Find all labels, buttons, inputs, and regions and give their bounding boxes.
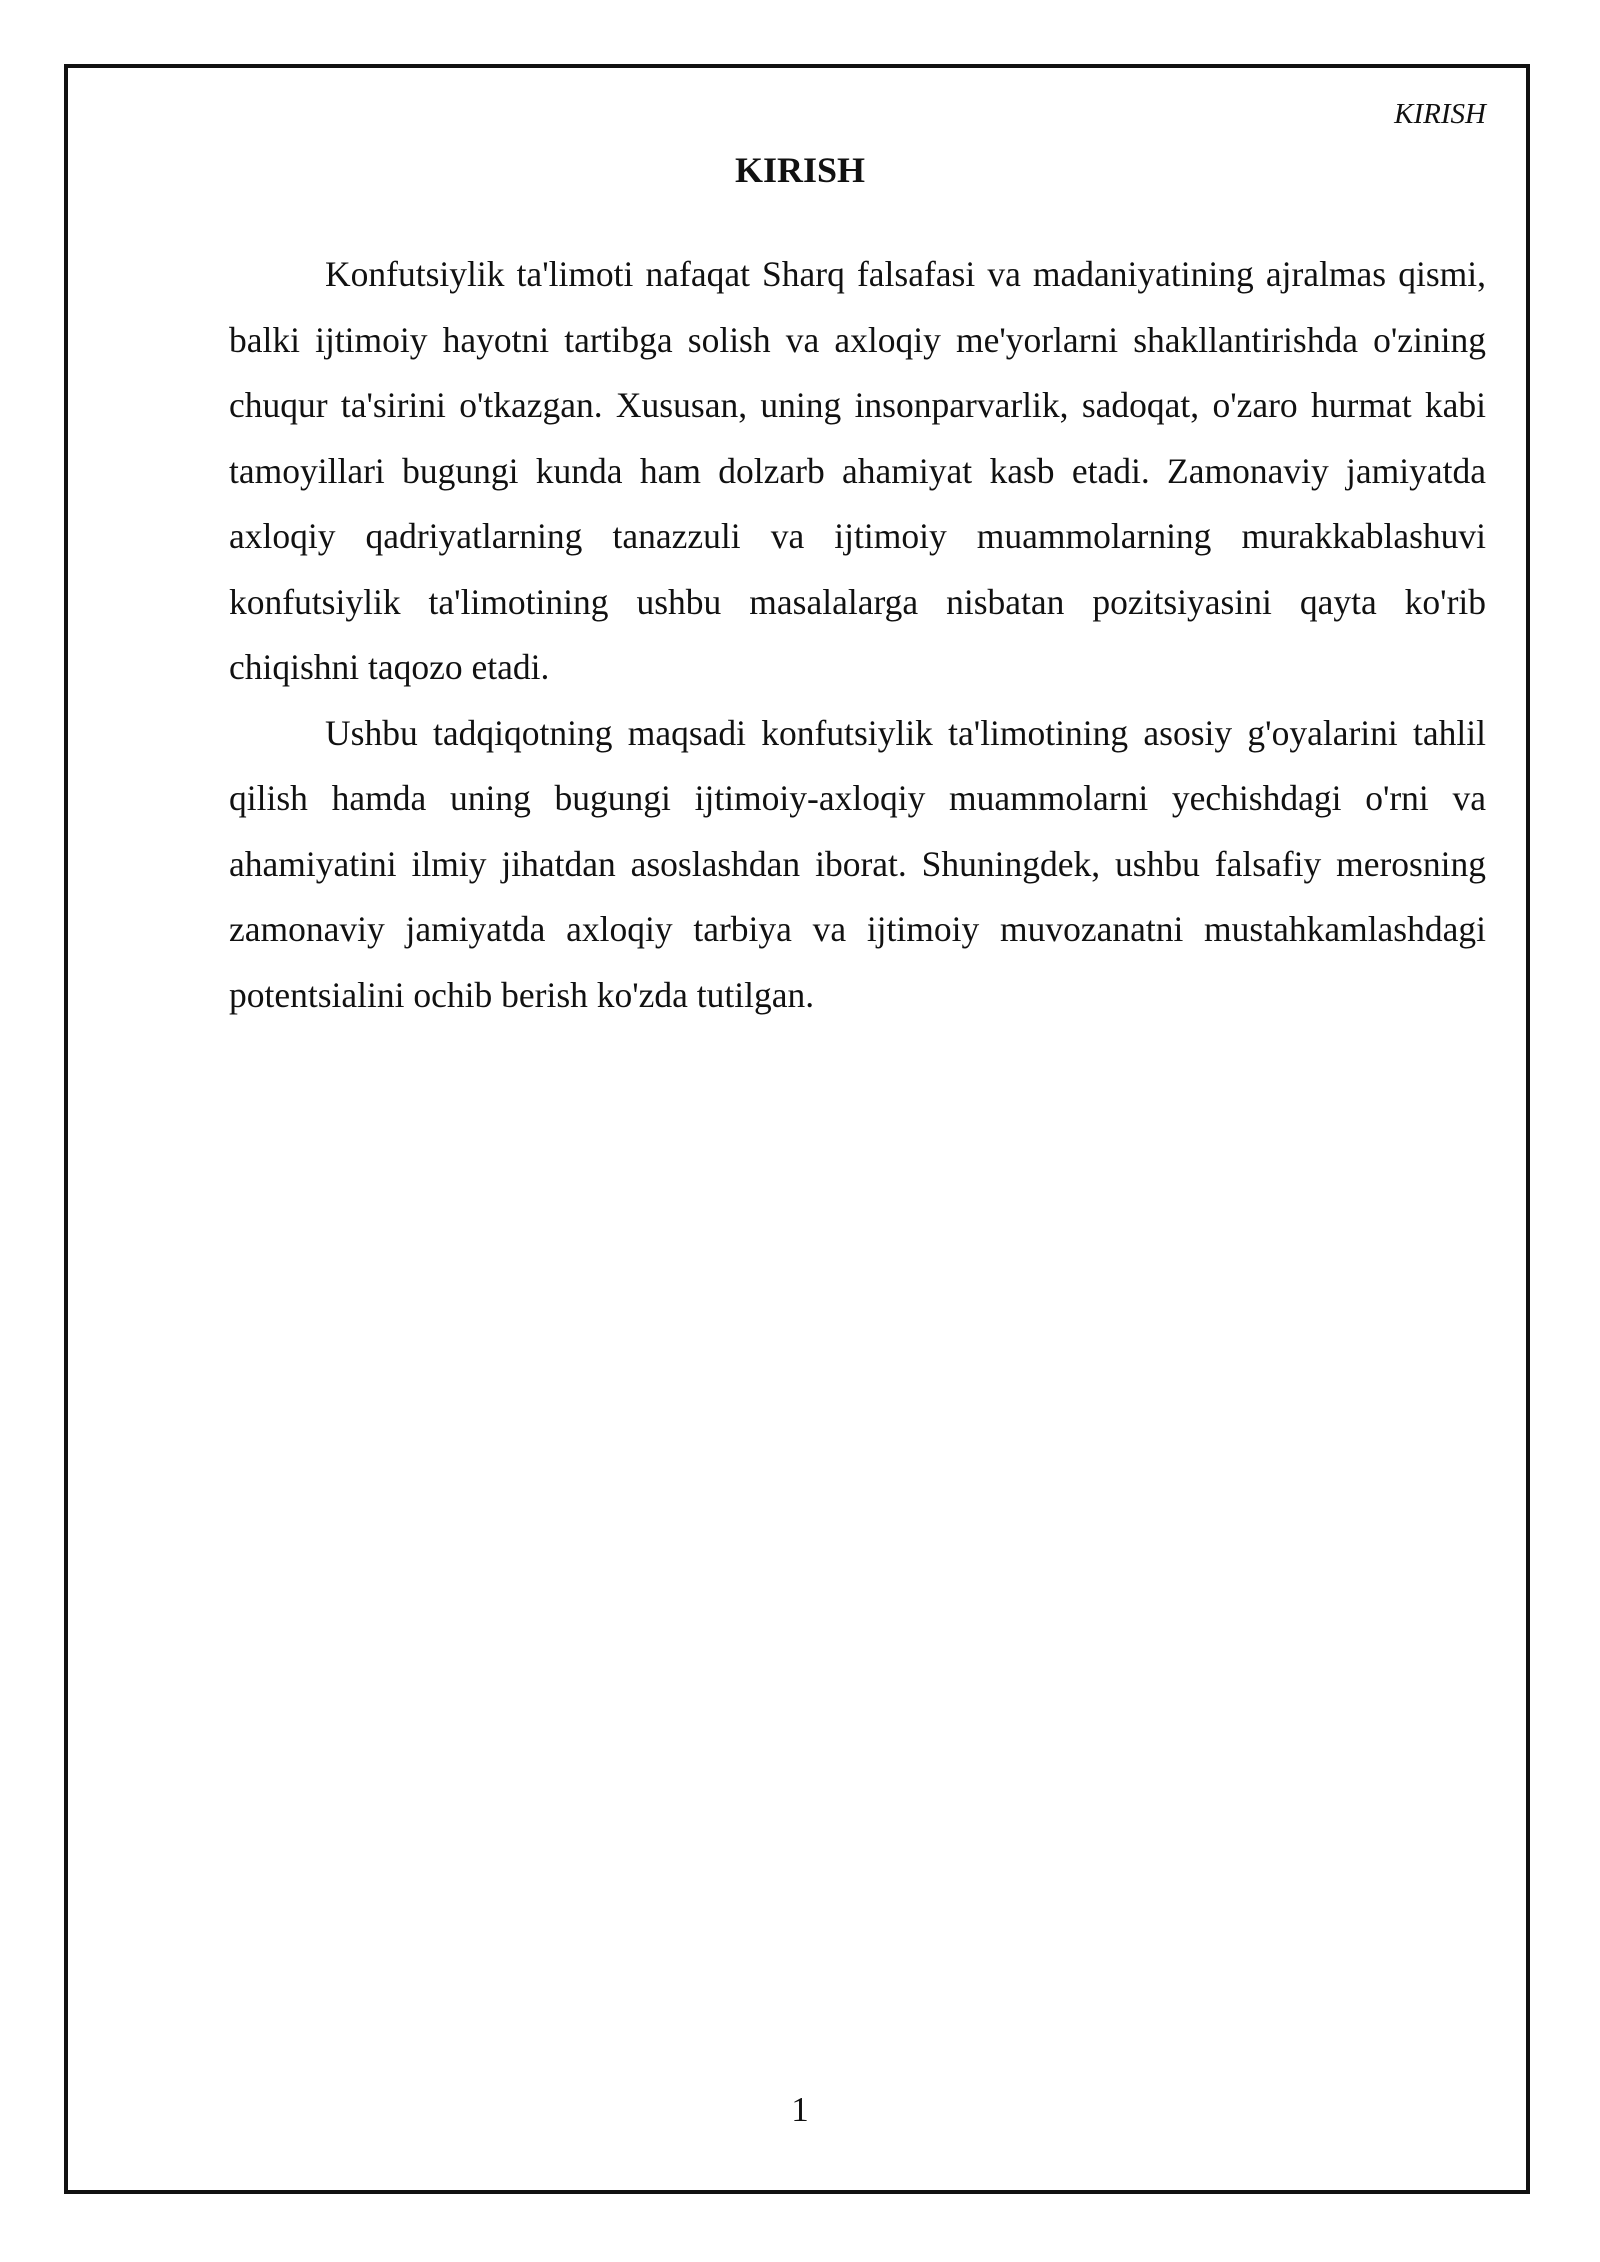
paragraph-2: Ushbu tadqiqotning maqsadi konfutsiylik ta'limotining asosiy g'oyalarini tahlil qilish hamda uning bugungi ijtimoiy-axloqiy muammolarni yechishdagi o'rni va ahamiyatini ilmiy jihatdan asoslashdan iborat. Shuningdek, ushbu falsafiy merosning zamonaviy jamiyatda axloqiy tarbiya va ijtimoiy muvozanatni mustahkamlashdagi potentsialini ochib berish ko'zda tutilgan. <box>229 712 1486 1015</box>
paragraph-1: Konfutsiylik ta'limoti nafaqat Sharq falsafasi va madaniyatining ajralmas qismi, balki ijtimoiy hayotni tartibga solish va axloqiy me'yorlarni shakllantirishda o'zining chuqur ta'sirini o'tkazgan. Xususan, uning insonparvarlik, sadoqat, o'zaro hurmat kabi tamoyillari bugungi kunda ham dolzarb ahamiyat kasb etadi. Zamonaviy jamiyatda axloqiy qadriyatlarning tanazzuli va ijtimoiy muammolarning murakkablashuvi konfutsiylik ta'limotining ushbu masalalarga nisbatan pozitsiyasini qayta ko'rib chiqishni taqozo etadi. <box>229 254 1486 687</box>
page-title: KIRISH <box>734 150 866 190</box>
page-number: 1 <box>791 2090 809 2129</box>
body-text <box>229 242 1486 1028</box>
running-header: KIRISH <box>1394 98 1486 130</box>
